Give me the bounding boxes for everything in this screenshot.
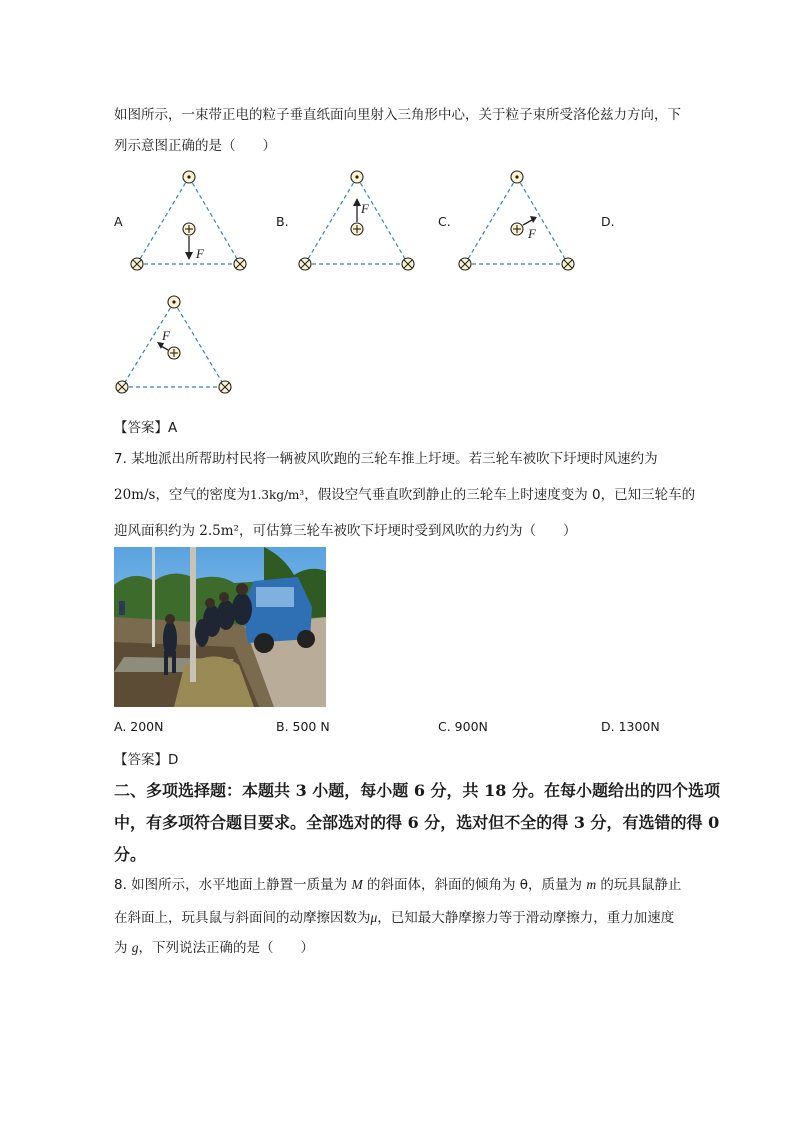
- triangle-edge: [174, 302, 225, 387]
- option-d-label: D.: [601, 214, 615, 229]
- gravity-g: g: [131, 940, 139, 955]
- choice-b: B. 500 N: [276, 719, 330, 734]
- triangle-edge: [517, 177, 568, 264]
- out-of-page-current-icon: [511, 171, 523, 183]
- q6-line-1: 如图所示，一束带正电的粒子垂直纸面向里射入三角形中心，关于粒子束所受洛伦兹力方向，下: [114, 107, 681, 123]
- q8-line-3: [114, 936, 314, 956]
- q7-line-2: [114, 483, 695, 503]
- diagram-b: [294, 166, 420, 276]
- out-of-page-current-icon: [183, 171, 195, 183]
- q8-line-1: [114, 873, 681, 893]
- answer-value: D: [168, 752, 179, 768]
- answer-label: 【答案】: [114, 420, 168, 436]
- text-fragment: 的斜面体，斜面的倾角为 θ，质量为: [362, 877, 587, 893]
- triangle-edge: [122, 302, 174, 387]
- triangle-edge: [357, 177, 408, 264]
- into-page-current-icon: [402, 258, 414, 270]
- text-fragment: 为: [114, 940, 132, 956]
- section-heading-line-2: 中，有多项符合题目要求。全部选对的得 6 分，选对但不全的得 3 分，有选错的得 0: [114, 813, 720, 832]
- section-heading-line-1: 二、多项选择题：本题共 3 小题，每小题 6 分，共 18 分。在每小题给出的四个选项: [114, 781, 720, 800]
- choice-a: A. 200N: [114, 719, 164, 734]
- text-fragment: 迎风面积约为: [114, 523, 195, 539]
- text-fragment: ，可估算三轮车被吹下圩埂时受到风吹的力约为（ ）: [238, 523, 577, 539]
- mass-M: M: [351, 877, 363, 892]
- friction-coefficient: μ: [370, 910, 378, 925]
- option-a-label: A: [114, 214, 123, 229]
- positive-charge-icon: [183, 223, 195, 235]
- diagram-c: [454, 166, 580, 276]
- force-arrow-up-right-icon: [523, 216, 537, 225]
- into-page-current-icon: [299, 258, 311, 270]
- option-c-label: C.: [438, 214, 451, 229]
- into-page-current-icon: [116, 381, 128, 393]
- force-label: F: [162, 328, 170, 343]
- text-fragment: ，下列说法正确的是（ ）: [138, 940, 315, 956]
- q7-line-1: 7. 某地派出所帮助村民将一辆被风吹跑的三轮车推上圩埂。若三轮车被吹下圩埂时风速约为: [114, 451, 658, 467]
- section-heading-line-3: 分。: [114, 845, 147, 864]
- positive-charge-icon: [168, 347, 180, 359]
- tricycle-photo: [114, 547, 326, 707]
- text-fragment: ，空气的密度为: [155, 487, 250, 503]
- triangle-edge: [305, 177, 357, 264]
- q7-answer: [114, 748, 178, 768]
- force-arrow-up-left-icon: [157, 342, 168, 350]
- mass-m: m: [586, 877, 597, 892]
- text-fragment: ，假设空气垂直吹到静止的三轮车上时速度变为 0，已知三轮车的: [304, 487, 696, 503]
- into-page-current-icon: [459, 258, 471, 270]
- force-arrow-down-icon: [185, 236, 193, 260]
- positive-charge-icon: [511, 223, 523, 235]
- into-page-current-icon: [219, 381, 231, 393]
- wind-speed: 20m/s: [114, 487, 156, 503]
- into-page-current-icon: [562, 258, 574, 270]
- q6-answer: [114, 416, 177, 436]
- force-label: F: [361, 201, 369, 216]
- into-page-current-icon: [131, 258, 143, 270]
- answer-label: 【答案】: [114, 752, 168, 768]
- q7-line-3: [114, 519, 576, 539]
- text-fragment: 的玩具鼠静止: [596, 877, 682, 893]
- air-density: 1.3kg/m³: [249, 488, 305, 502]
- answer-value: A: [168, 420, 178, 436]
- q6-line-2: 列示意图正确的是（ ）: [114, 138, 276, 154]
- option-b-label: B.: [276, 214, 289, 229]
- diagram-a: [126, 166, 252, 276]
- positive-charge-icon: [351, 223, 363, 235]
- force-label: F: [196, 246, 204, 261]
- diagram-d: [111, 291, 237, 401]
- force-arrow-up-icon: [353, 198, 361, 222]
- text-fragment: 在斜面上，玩具鼠与斜面间的动摩擦因数为: [114, 910, 371, 926]
- text-fragment: ，已知最大静摩擦力等于滑动摩擦力，重力加速度: [377, 910, 675, 926]
- choice-c: C. 900N: [438, 719, 488, 734]
- choice-d: D. 1300N: [601, 719, 660, 734]
- triangle-edge: [137, 177, 189, 264]
- out-of-page-current-icon: [168, 296, 180, 308]
- out-of-page-current-icon: [351, 171, 363, 183]
- q8-line-2: [114, 906, 674, 926]
- force-label: F: [528, 226, 536, 241]
- into-page-current-icon: [234, 258, 246, 270]
- triangle-edge: [465, 177, 517, 264]
- text-fragment: 8. 如图所示，水平地面上静置一质量为: [114, 877, 352, 893]
- windward-area: 2.5m²: [195, 523, 239, 539]
